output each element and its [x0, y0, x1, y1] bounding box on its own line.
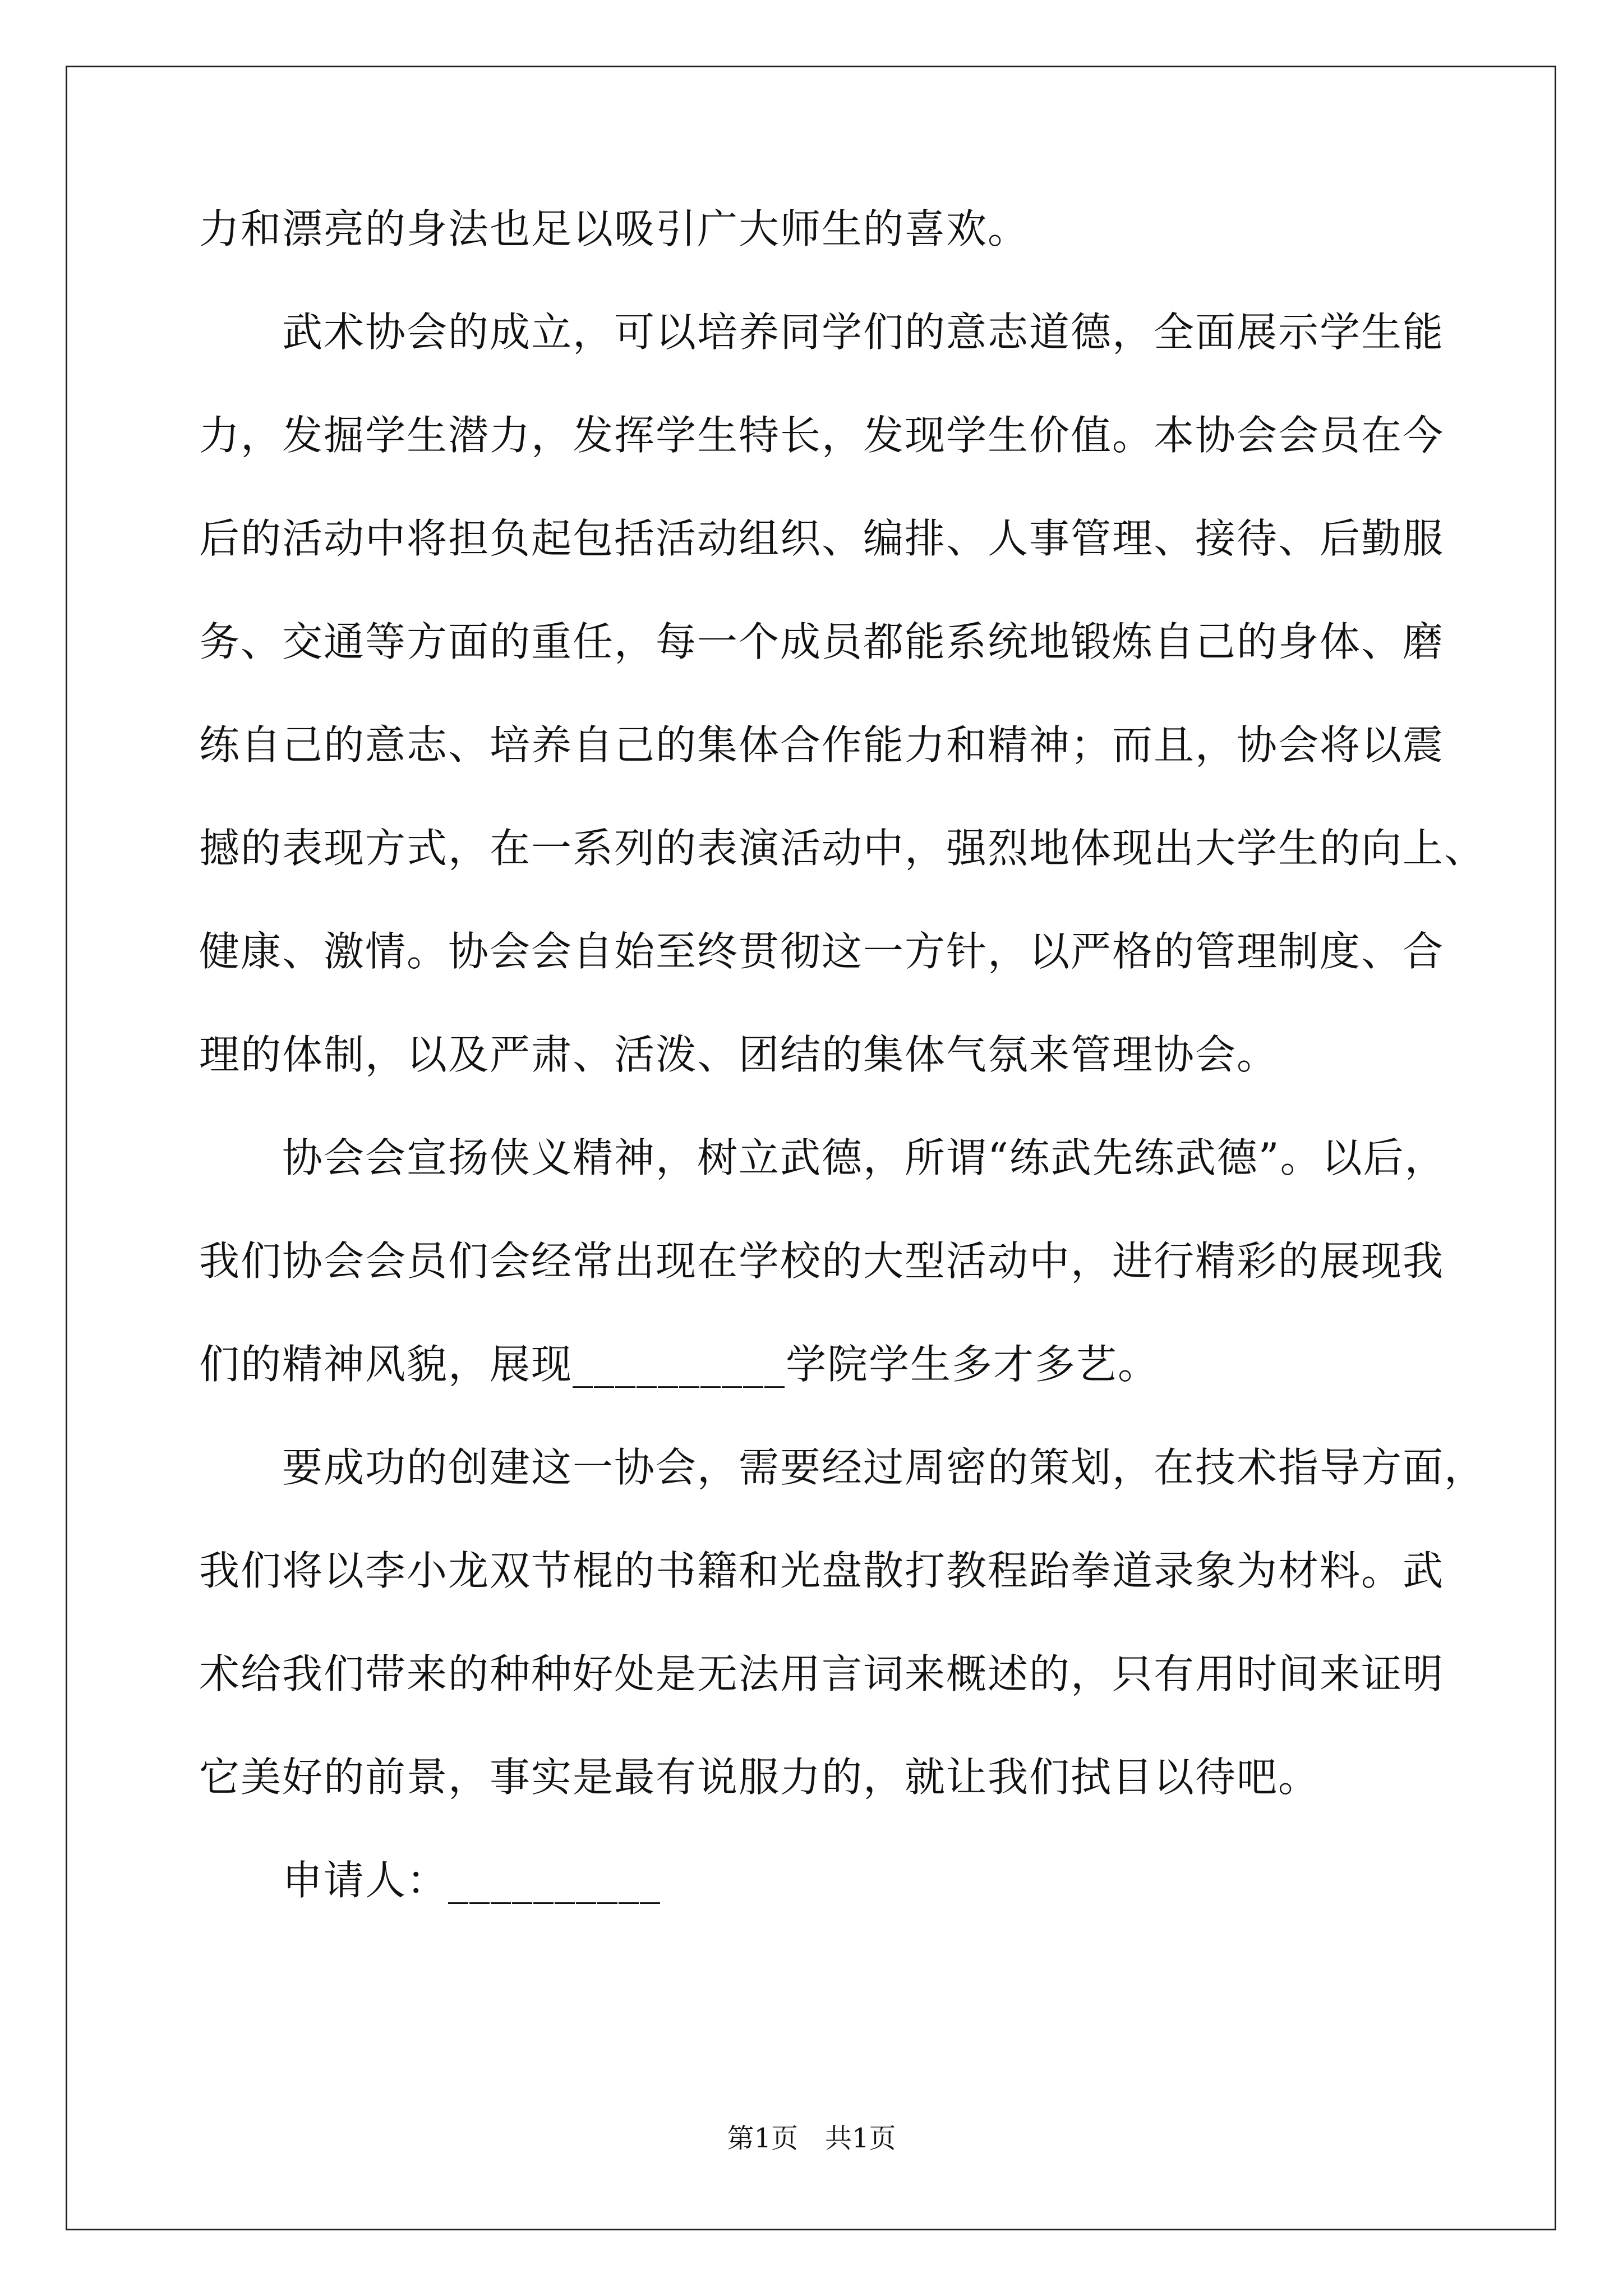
- text-line: 我们将以李小龙双节棍的书籍和光盘散打教程跆拳道录象为材料。武: [199, 1547, 1445, 1594]
- text-line: 理的体制，以及严肃、活泼、团结的集体气氛来管理协会。: [199, 1031, 1279, 1078]
- text-line: 力，发掘学生潜力，发挥学生特长，发现学生价值。本协会会员在今: [199, 412, 1445, 459]
- text-line: 健康、激情。协会会自始至终贯彻这一方针，以严格的管理制度、合: [199, 928, 1445, 975]
- text-line: 我们协会会员们会经常出现在学校的大型活动中，进行精彩的展现我: [199, 1237, 1445, 1285]
- text-line: 后的活动中将担负起包括活动组织、编排、人事管理、接待、后勤服: [199, 515, 1445, 562]
- text-line: 务、交通等方面的重任，每一个成员都能系统地锻炼自己的身体、磨: [199, 618, 1445, 665]
- text-line: 力和漂亮的身法也足以吸引广大师生的喜欢。: [199, 205, 1030, 252]
- paragraph-start-line: 武术协会的成立，可以培养同学们的意志道德，全面展示学生能: [282, 309, 1445, 356]
- text-line: 它美好的前景，事实是最有说服力的，就让我们拭目以待吧。: [199, 1754, 1320, 1801]
- text-line: 术给我们带来的种种好处是无法用言词来概述的，只有用时间来证明: [199, 1650, 1445, 1697]
- applicant-signature-line: 申请人：__________: [282, 1857, 662, 1904]
- page-number: 第1页 共1页: [727, 2123, 896, 2154]
- paragraph-start-line: 协会会宣扬侠义精神，树立武德，所谓“练武先练武德”。以后，: [282, 1134, 1446, 1181]
- text-line: 练自己的意志、培养自己的集体合作能力和精神；而且，协会将以震: [199, 721, 1445, 769]
- text-line: 撼的表现方式，在一系列的表演活动中，强烈地体现出大学生的向上、: [199, 825, 1486, 872]
- text-line: 们的精神风貌，展现__________学院学生多才多艺。: [199, 1341, 1160, 1388]
- paragraph-start-line: 要成功的创建这一协会，需要经过周密的策划，在技术指导方面，: [282, 1444, 1486, 1491]
